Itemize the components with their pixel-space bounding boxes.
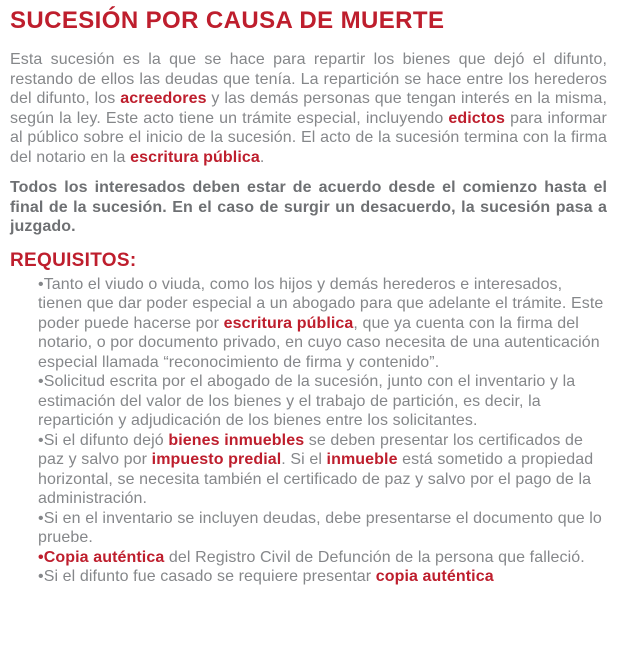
text-run: , que ya cuenta con la firma del notario, o por documento privado, en cuyo caso necesita de una autenticación especial llamada “reconocimiento de firma y contenido”. (38, 314, 600, 371)
keyword-text: inmueble (326, 451, 398, 468)
agreement-paragraph: Todos los interesados deben estar de acuerdo desde el comienzo hasta el final de la sucesión. En el caso de surgir un desacuerdo, la sucesión pasa a juzgado. (10, 179, 607, 235)
keyword-text: edictos (448, 109, 506, 127)
intro-paragraph (10, 50, 607, 167)
text-run: . (259, 148, 265, 166)
text-run: •Si el difunto dejó (38, 431, 169, 449)
requisito-item (38, 509, 607, 548)
page-title: SUCESIÓN POR CAUSA DE MUERTE (10, 7, 445, 34)
requisitos-list (10, 275, 607, 587)
requisito-item (38, 548, 607, 568)
requisito-item (38, 372, 607, 431)
requisitos-heading: REQUISITOS: (10, 249, 137, 271)
text-run: se deben presentar los certificados de paz y salvo por (38, 431, 583, 468)
keyword-text: acreedores (120, 90, 207, 107)
text-run: está sometido a propiedad horizontal, se necesita también el certificado de paz y salvo por el pago de la administración. (38, 451, 594, 507)
text-run: . Si el (281, 451, 327, 468)
keyword-text: escritura pública (223, 314, 354, 332)
keyword-text: bienes inmuebles (168, 431, 305, 449)
text-run: •Tanto el viudo o viuda, como los hijos y demás herederos e interesados, tienen que dar poder especial a un abogado para que adelante el trámite. Este poder puede hacerse por (38, 275, 604, 332)
keyword-text: impuesto predial (151, 451, 282, 468)
keyword-text: escritura pública (130, 148, 260, 166)
text-run: •Si en el inventario se incluyen deudas, debe presentarse el documento que lo pruebe. (38, 509, 602, 546)
requisito-item (38, 567, 607, 587)
text-run: •Solicitud escrita por el abogado de la sucesión, junto con el inventario y la estimación del valor de los bienes y el trabajo de partición, es decir, la repartición y adjudicación de los bienes entre los solicitantes. (38, 373, 576, 429)
keyword-text: copia auténtica (375, 568, 494, 585)
text-run: del Registro Civil de Defunción de la persona que falleció. (164, 548, 585, 566)
text-run: •Si el difunto fue casado se requiere presentar (38, 568, 376, 585)
requisito-item (38, 431, 607, 509)
text-run: para informar al público sobre el inicio de la sucesión. El acto de la sucesión termina con la firma del notario en la (10, 109, 607, 166)
text-run: y las demás personas que tengan interés en la misma, según la ley. Este acto tiene un trámite especial, incluyendo (10, 90, 608, 127)
text-run: Esta sucesión es la que se hace para repartir los bienes que dejó el difunto, restando de ellos las deudas que tenía. La repartición se hace entre los herederos del difunto, los (10, 51, 607, 107)
requisito-item (38, 275, 607, 373)
keyword-text: •Copia auténtica (38, 548, 165, 566)
